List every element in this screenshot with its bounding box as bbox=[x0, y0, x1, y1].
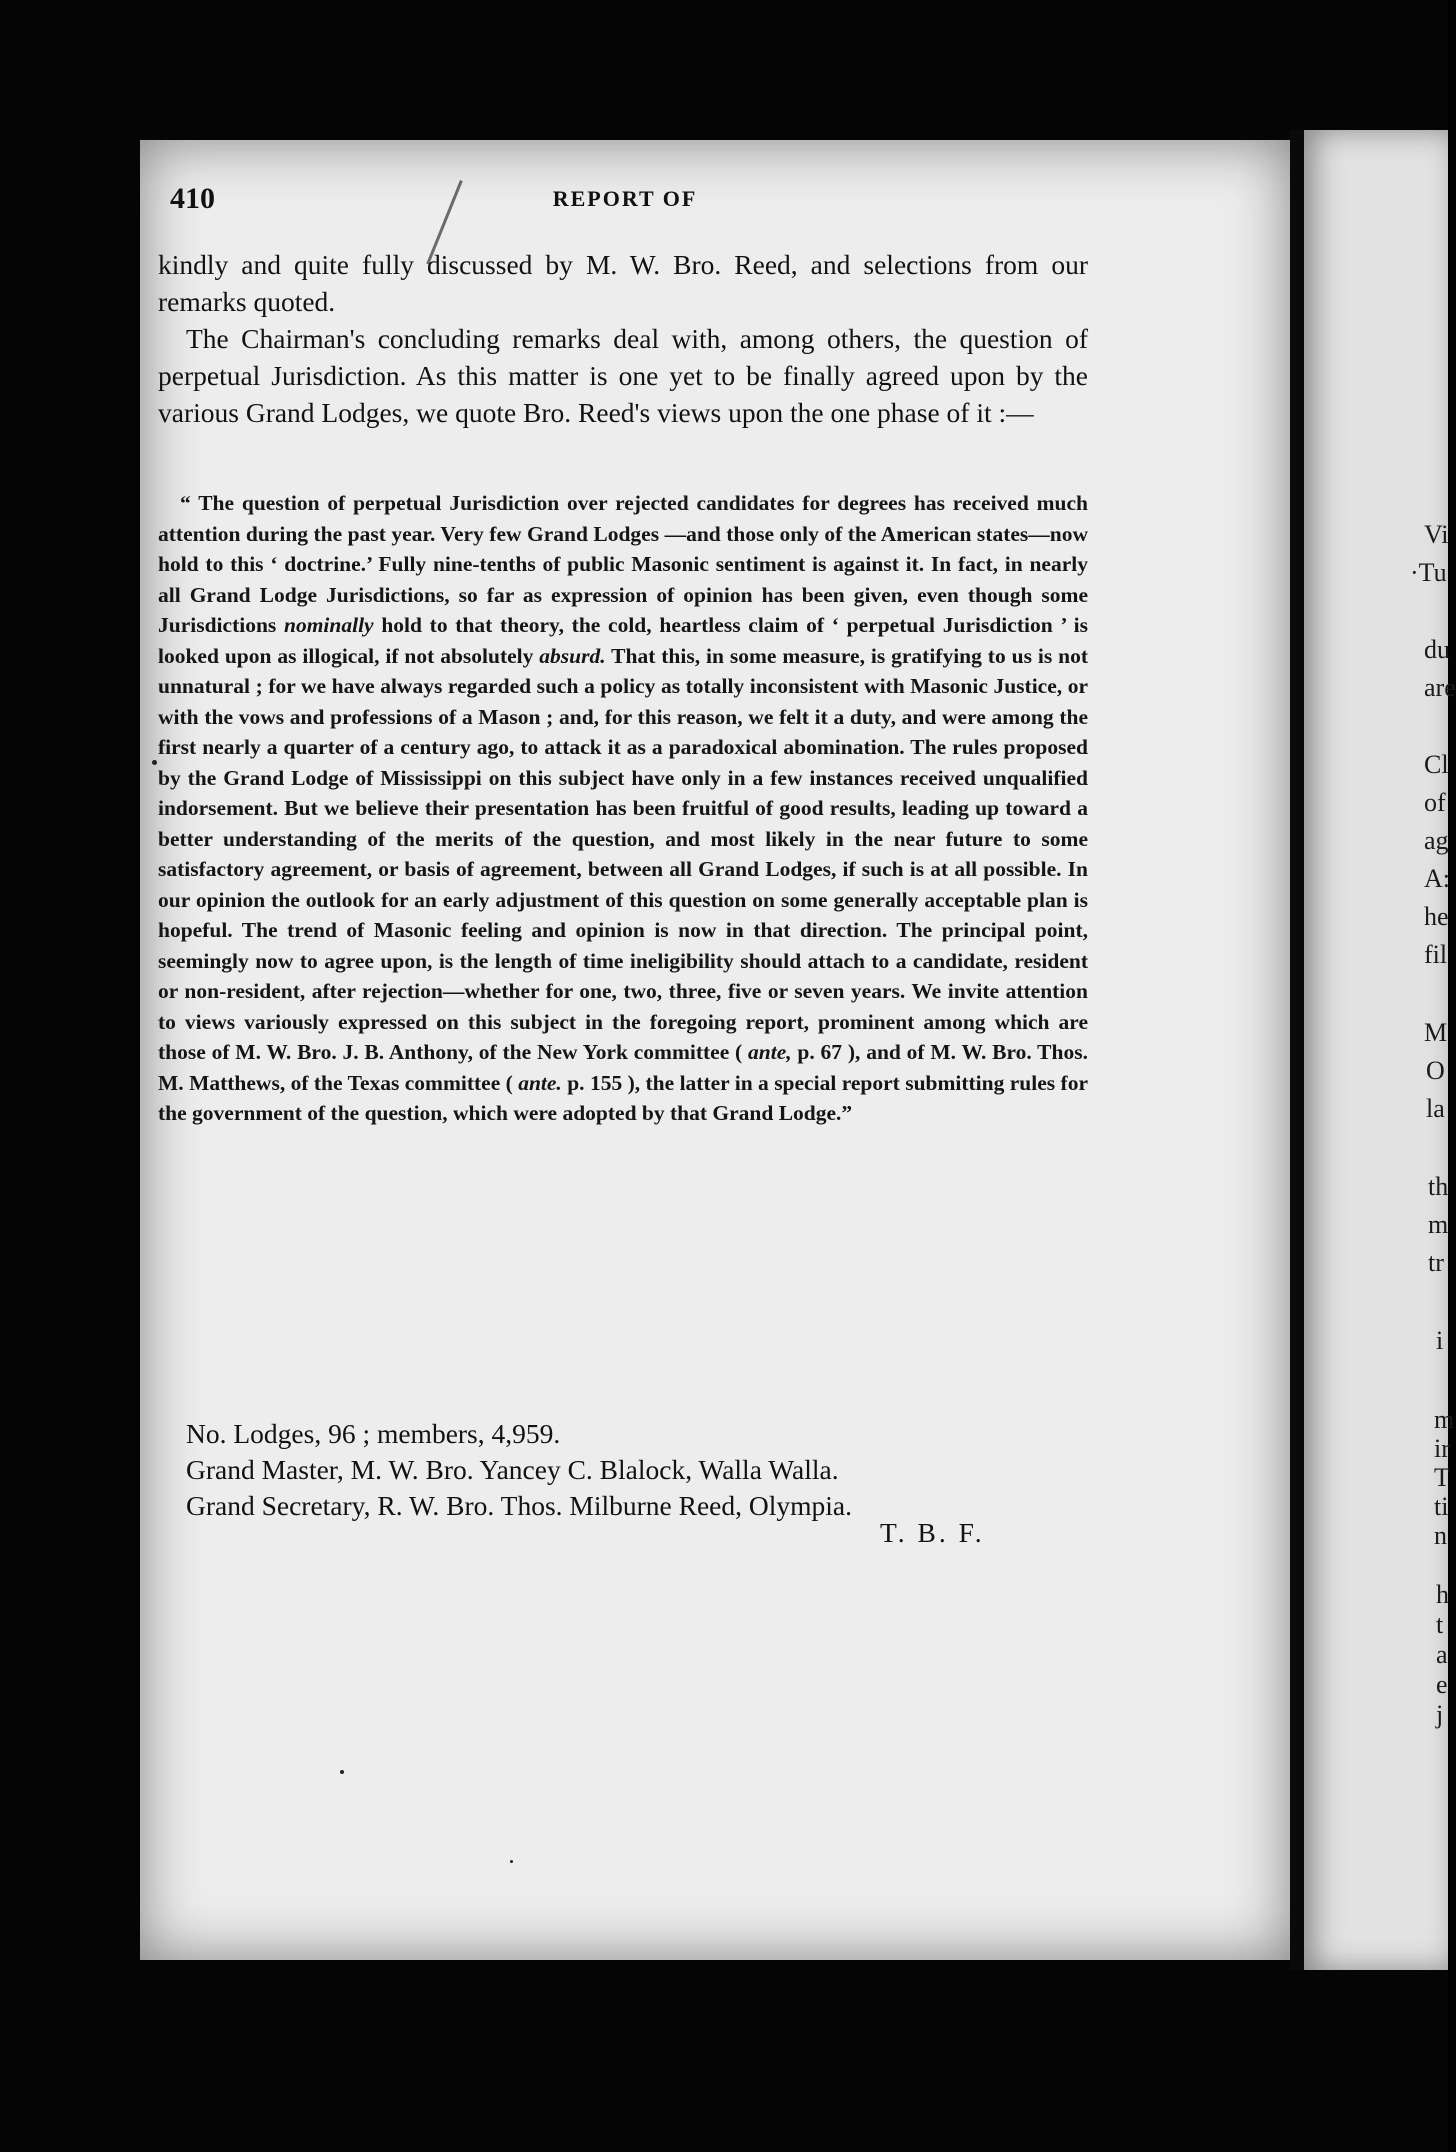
block-quote bbox=[158, 488, 1088, 1129]
facing-fragment: are bbox=[1424, 673, 1456, 702]
facing-fragment: A: bbox=[1424, 864, 1450, 893]
quote-text: p. 67 ), and of M. W. Bro. Thos. M. Matthews, of the Texas committee ( bbox=[158, 1040, 1088, 1095]
facing-fragment: tr bbox=[1428, 1248, 1444, 1277]
facing-fragment: Cl bbox=[1424, 750, 1449, 779]
facing-fragment: ir bbox=[1434, 1434, 1450, 1463]
facing-fragment: O bbox=[1426, 1056, 1445, 1085]
quote-emphasis: absurd. bbox=[539, 643, 606, 668]
paragraph: kindly and quite fully discussed by M. W. Bro. Reed, and selections from our remarks quoted. bbox=[158, 249, 1088, 317]
facing-page-edge bbox=[1304, 130, 1456, 1970]
grand-master: Grand Master, M. W. Bro. Yancey C. Blalock, Walla Walla. bbox=[186, 1454, 839, 1485]
facing-fragment: h bbox=[1436, 1580, 1449, 1609]
facing-fragment: ti bbox=[1434, 1492, 1449, 1521]
page-gutter bbox=[1290, 130, 1304, 1970]
facing-fragment: a bbox=[1436, 1640, 1448, 1669]
grand-secretary: Grand Secretary, R. W. Bro. Thos. Milburne Reed, Olympia. bbox=[186, 1490, 853, 1521]
facing-fragment: ag bbox=[1424, 826, 1449, 855]
facing-fragment: ·Tu bbox=[1410, 558, 1447, 587]
facing-fragment: i bbox=[1436, 1326, 1444, 1355]
quote-text: p. 155 ), the latter in a special report submitting rules for the government of the question, which were adopted by that Grand Lodge.” bbox=[158, 1070, 1088, 1125]
quote-emphasis: nominally bbox=[284, 613, 374, 637]
running-head: REPORT OF bbox=[552, 186, 698, 211]
body-text bbox=[158, 246, 1088, 431]
facing-fragment: of bbox=[1424, 788, 1446, 817]
facing-fragment: e bbox=[1436, 1670, 1448, 1699]
facing-fragment: j bbox=[1436, 1700, 1444, 1729]
quote-text: That this, in some measure, is gratifying to us is not unnatural ; for we have always regarded such a policy as totally inconsistent with Masonic Justice, or with the vows and professions of a Mason ; and, for this reason, we felt it a duty, and were among the first nearly a quarter of a century ago, to attack it as a paradoxical abomination. The rules proposed by the Grand Lodge of Mississippi on this subject have only in a few instances received unqualified indorsement. But we believe their presentation has been fruitful of good results, leading up toward a better understanding of the merits of the question, and most likely in the near future to some satisfactory agreement, or basis of agreement, between all Grand Lodges, if such is at all possible. In our opinion the outlook for an early adjustment of this question on some generally acceptable plan is hopeful. The trend of Masonic feeling and opinion is now in that direction. The principal point, seemingly now to agree upon, is the length of time ineligibility should attach to a candidate, resident or non-resident, after rejection—whether for one, two, three, five or seven years. We invite attention to views variously expressed on this subject in the foregoing report, prominent among which are those of M. W. Bro. J. B. Anthony, of the New York committee ( bbox=[158, 643, 1088, 1064]
quote-emphasis: ante, bbox=[748, 1040, 792, 1064]
facing-fragment: t bbox=[1436, 1610, 1444, 1639]
facing-fragment: m bbox=[1434, 1405, 1455, 1434]
facing-fragment: m bbox=[1428, 1210, 1449, 1239]
facing-fragment: n bbox=[1434, 1521, 1447, 1550]
speck bbox=[152, 760, 157, 765]
quote-text: hold to that theory, the cold, heartless claim of ‘ perpetual Jurisdiction ’ is looked upon as illogical, if not absolutely bbox=[158, 613, 1088, 668]
quote-text: “ The question of perpetual Jurisdiction over rejected candidates for degrees has received much attention during the past year. Very few Grand Lodges —and those only of the American states—now hold to this ‘ doctrine.’ Fully nine-tenths of public Masonic sentiment is against it. In fact, in nearly all Grand Lodge Jurisdictions, so far as expression of opinion has been given, even though some Jurisdictions bbox=[158, 491, 1088, 637]
page-header bbox=[170, 182, 1080, 222]
facing-fragment: fil bbox=[1424, 940, 1448, 969]
signature-initials: T. B. F. bbox=[880, 1517, 985, 1548]
facing-fragment: he bbox=[1424, 902, 1449, 931]
facing-fragment: la bbox=[1426, 1094, 1445, 1123]
lodge-count: No. Lodges, 96 ; members, 4,959. bbox=[186, 1418, 561, 1449]
page-number: 410 bbox=[170, 182, 215, 215]
quote-emphasis: ante. bbox=[518, 1070, 562, 1095]
lodge-statistics bbox=[186, 1416, 1086, 1524]
facing-fragment: Vi bbox=[1424, 520, 1449, 549]
speck bbox=[340, 1770, 344, 1774]
facing-fragment: th bbox=[1428, 1172, 1449, 1201]
facing-fragment: du bbox=[1424, 635, 1450, 664]
facing-fragment: M bbox=[1424, 1018, 1448, 1047]
facing-fragment: T bbox=[1434, 1463, 1450, 1492]
paragraph: The Chairman's concluding remarks deal with, among others, the question of perpetual Jurisdiction. As this matter is one yet to be finally agreed upon by the various Grand Lodges, we quote Bro. Reed's views upon the one phase of it :— bbox=[158, 323, 1088, 428]
speck bbox=[510, 1860, 513, 1863]
